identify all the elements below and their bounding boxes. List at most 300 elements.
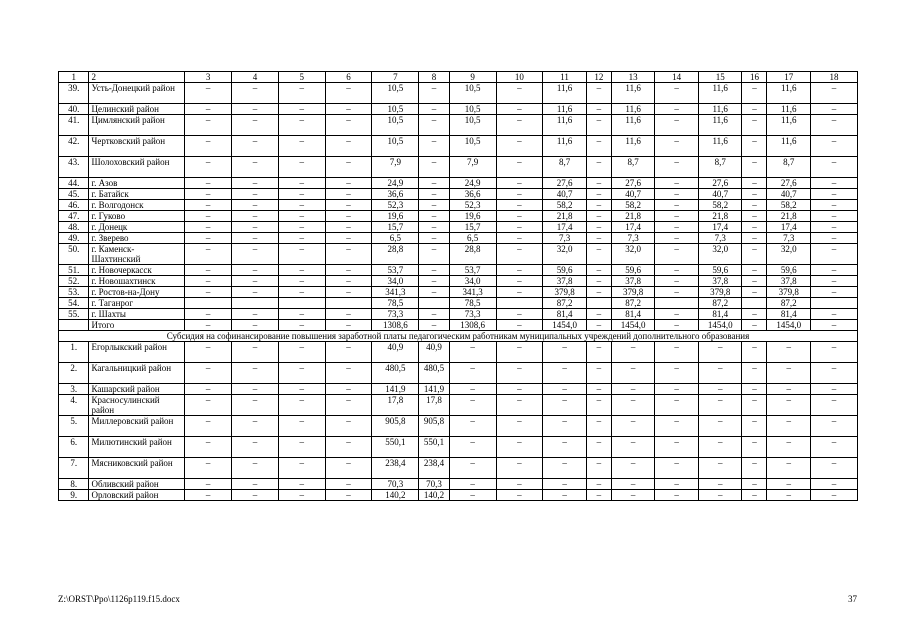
value-cell: 87,2 [698,298,742,309]
row-name-cell: г. Азов [89,178,185,189]
value-cell: – [278,342,325,363]
row-name-cell: Красносулинский район [89,395,185,416]
value-cell: – [185,83,232,104]
row-name-cell: Егорлыкский район [89,342,185,363]
value-cell [325,298,372,309]
value-cell: – [232,437,279,458]
row-number-cell: 42. [59,136,89,157]
value-cell: – [278,200,325,211]
value-cell: 1454,0 [611,320,655,331]
table-row [59,157,858,178]
value-cell: 70,3 [419,479,449,490]
value-cell: – [419,189,449,200]
value-cell: – [325,395,372,416]
value-cell: 7,3 [611,233,655,244]
table-row [59,384,858,395]
value-cell: 14 [655,72,699,83]
value-cell: – [811,104,858,115]
table-row [59,200,858,211]
value-cell: – [586,384,611,395]
value-cell: 87,2 [767,298,811,309]
value-cell: 11,6 [611,104,655,115]
value-cell: 52,3 [449,200,496,211]
value-cell: – [185,309,232,320]
value-cell: – [698,342,742,363]
value-cell [811,298,858,309]
value-cell: – [586,458,611,479]
value-cell: – [811,222,858,233]
value-cell: 11,6 [543,104,587,115]
value-cell: 21,8 [698,211,742,222]
value-cell: – [278,265,325,276]
value-cell: – [278,157,325,178]
value-cell: 7,9 [449,157,496,178]
value-cell: – [543,416,587,437]
value-cell: 15 [698,72,742,83]
row-number-cell: 40. [59,104,89,115]
value-cell: 27,6 [543,178,587,189]
row-name-cell: Шолоховский район [89,157,185,178]
row-number-cell: 46. [59,200,89,211]
value-cell: – [742,222,767,233]
value-cell: – [185,222,232,233]
value-cell: – [698,416,742,437]
row-number-cell: 55. [59,309,89,320]
value-cell: – [586,320,611,331]
value-cell: 10,5 [449,136,496,157]
value-cell: 11,6 [767,115,811,136]
value-cell: – [543,490,587,501]
value-cell: – [278,189,325,200]
table-row [59,244,858,265]
value-cell: 17,4 [611,222,655,233]
value-cell: – [325,416,372,437]
value-cell: – [742,437,767,458]
section-title: Субсидия на софинансирование повышения заработной платы педагогическим работникам муниципальных учреждений дополнительного образования [59,331,858,342]
value-cell: 21,8 [767,211,811,222]
value-cell: 53,7 [372,265,419,276]
value-cell: – [278,309,325,320]
value-cell: 87,2 [611,298,655,309]
value-cell: – [586,200,611,211]
value-cell: 11,6 [767,83,811,104]
value-cell: – [742,233,767,244]
value-cell: 17,8 [419,395,449,416]
value-cell: – [611,395,655,416]
value-cell: – [278,136,325,157]
value-cell: – [767,490,811,501]
row-number-cell: 44. [59,178,89,189]
value-cell: – [698,437,742,458]
value-cell: – [611,479,655,490]
value-cell: 341,3 [449,287,496,298]
row-number-cell: 1 [59,72,89,83]
value-cell: – [655,104,699,115]
value-cell: – [811,416,858,437]
value-cell: 6,5 [372,233,419,244]
value-cell: 18 [811,72,858,83]
row-number-cell: 3. [59,384,89,395]
value-cell: – [811,287,858,298]
value-cell: 11,6 [611,136,655,157]
value-cell: – [185,479,232,490]
value-cell: 27,6 [698,178,742,189]
value-cell: – [811,384,858,395]
value-cell: 15,7 [372,222,419,233]
value-cell: – [278,363,325,384]
value-cell: – [496,416,543,437]
value-cell: – [185,384,232,395]
value-cell: 11,6 [698,83,742,104]
value-cell [496,298,543,309]
value-cell: 19,6 [372,211,419,222]
value-cell: – [811,490,858,501]
value-cell: – [278,233,325,244]
value-cell: – [543,458,587,479]
value-cell: 140,2 [372,490,419,501]
value-cell: – [811,157,858,178]
value-cell: 21,8 [611,211,655,222]
table-row [59,178,858,189]
value-cell: – [232,320,279,331]
value-cell: – [278,276,325,287]
value-cell: 10,5 [372,83,419,104]
value-cell: – [655,458,699,479]
value-cell: 141,9 [372,384,419,395]
value-cell: – [655,384,699,395]
value-cell: – [419,157,449,178]
value-cell: 11,6 [698,115,742,136]
value-cell: – [185,287,232,298]
value-cell: – [325,309,372,320]
table-row [59,320,858,331]
value-cell: – [655,189,699,200]
value-cell: – [325,490,372,501]
value-cell: – [586,363,611,384]
value-cell: – [419,233,449,244]
value-cell: 7,9 [372,157,419,178]
value-cell: – [419,83,449,104]
section-title-row [59,331,858,342]
row-number-cell: 43. [59,157,89,178]
value-cell: 11,6 [767,104,811,115]
value-cell: – [767,479,811,490]
value-cell: – [611,363,655,384]
row-number-cell: 7. [59,458,89,479]
value-cell [419,298,449,309]
value-cell: 11,6 [543,83,587,104]
value-cell: – [325,222,372,233]
value-cell: – [655,437,699,458]
value-cell: – [543,437,587,458]
value-cell: – [742,244,767,265]
value-cell: 78,5 [372,298,419,309]
value-cell: 379,8 [698,287,742,298]
value-cell: – [278,395,325,416]
value-cell: – [586,157,611,178]
value-cell: – [655,157,699,178]
value-cell: – [278,104,325,115]
value-cell: – [655,244,699,265]
value-cell: – [185,490,232,501]
value-cell: – [611,437,655,458]
value-cell: – [655,416,699,437]
row-number-cell: 6. [59,437,89,458]
value-cell: – [586,233,611,244]
table-row [59,211,858,222]
value-cell: – [496,458,543,479]
value-cell: – [325,320,372,331]
value-cell: – [586,83,611,104]
value-cell: 7,3 [543,233,587,244]
value-cell: 7 [372,72,419,83]
value-cell: – [232,276,279,287]
value-cell: – [655,211,699,222]
value-cell: – [496,395,543,416]
value-cell: – [698,458,742,479]
value-cell: – [185,395,232,416]
table-row [59,363,858,384]
table-row [59,479,858,490]
value-cell: – [419,309,449,320]
value-cell: 36,6 [372,189,419,200]
value-cell: 24,9 [449,178,496,189]
value-cell: 8,7 [767,157,811,178]
row-name-cell: Милютинский район [89,437,185,458]
value-cell: – [655,222,699,233]
value-cell: – [232,416,279,437]
table-header-row [59,72,858,83]
value-cell: – [496,437,543,458]
value-cell: 78,5 [449,298,496,309]
value-cell: – [586,479,611,490]
value-cell: – [811,200,858,211]
row-number-cell: 8. [59,479,89,490]
value-cell: 15,7 [449,222,496,233]
value-cell: 58,2 [767,200,811,211]
row-number-cell: 9. [59,490,89,501]
value-cell: 40,7 [611,189,655,200]
value-cell: 52,3 [372,200,419,211]
value-cell: – [611,384,655,395]
row-name-cell: г. Гуково [89,211,185,222]
value-cell: – [742,287,767,298]
value-cell: 27,6 [767,178,811,189]
value-cell: – [232,211,279,222]
row-number-cell: 50. [59,244,89,265]
value-cell [742,298,767,309]
value-cell: – [811,178,858,189]
value-cell: – [325,233,372,244]
value-cell: – [325,244,372,265]
value-cell: – [232,104,279,115]
value-cell: 40,9 [372,342,419,363]
value-cell: – [449,395,496,416]
value-cell [185,298,232,309]
value-cell: – [742,363,767,384]
value-cell [655,298,699,309]
value-cell: – [325,178,372,189]
value-cell: 21,8 [543,211,587,222]
value-cell: 10,5 [449,104,496,115]
value-cell: – [278,437,325,458]
value-cell: – [742,265,767,276]
row-number-cell: 49. [59,233,89,244]
value-cell: – [586,189,611,200]
value-cell: 11,6 [698,136,742,157]
value-cell: – [811,276,858,287]
value-cell: 3 [185,72,232,83]
value-cell: 40,7 [698,189,742,200]
value-cell: – [278,384,325,395]
value-cell: – [543,384,587,395]
row-number-cell [59,320,89,331]
row-number-cell: 5. [59,416,89,437]
value-cell: – [586,342,611,363]
value-cell: – [496,83,543,104]
value-cell: – [278,320,325,331]
value-cell: – [586,490,611,501]
value-cell: – [449,490,496,501]
value-cell: 905,8 [419,416,449,437]
value-cell: 36,6 [449,189,496,200]
value-cell: – [611,458,655,479]
table-row [59,458,858,479]
value-cell: 53,7 [449,265,496,276]
value-cell: – [278,115,325,136]
value-cell: – [419,211,449,222]
value-cell: – [325,479,372,490]
value-cell: – [325,136,372,157]
row-name-cell: Цимлянский район [89,115,185,136]
value-cell: 24,9 [372,178,419,189]
value-cell: 238,4 [372,458,419,479]
value-cell: 32,0 [543,244,587,265]
value-cell: 59,6 [611,265,655,276]
value-cell: – [449,363,496,384]
value-cell: – [496,222,543,233]
value-cell: – [586,395,611,416]
table-row [59,437,858,458]
value-cell: – [278,178,325,189]
value-cell: – [586,222,611,233]
value-cell: – [767,342,811,363]
value-cell: – [655,276,699,287]
value-cell: – [742,157,767,178]
value-cell: 11,6 [698,104,742,115]
value-cell: 73,3 [449,309,496,320]
value-cell: – [655,265,699,276]
row-number-cell: 52. [59,276,89,287]
value-cell: 6,5 [449,233,496,244]
value-cell: – [742,490,767,501]
value-cell: 59,6 [767,265,811,276]
value-cell: 1454,0 [698,320,742,331]
value-cell: 6 [325,72,372,83]
row-name-cell: Мясниковский район [89,458,185,479]
row-name-cell: г. Донецк [89,222,185,233]
value-cell [232,298,279,309]
value-cell: 550,1 [372,437,419,458]
value-cell: 17,8 [372,395,419,416]
row-number-cell: 51. [59,265,89,276]
value-cell: – [586,437,611,458]
value-cell: – [325,211,372,222]
value-cell: 58,2 [543,200,587,211]
value-cell: 70,3 [372,479,419,490]
value-cell: – [325,115,372,136]
footer-file-path: Z:\ORST\Ppo\1126p119.f15.docx [58,594,180,604]
value-cell: – [185,244,232,265]
value-cell: – [586,309,611,320]
value-cell: 81,4 [698,309,742,320]
value-cell: – [496,157,543,178]
value-cell: – [185,233,232,244]
value-cell: – [496,211,543,222]
value-cell: – [586,416,611,437]
value-cell: – [185,189,232,200]
value-cell: – [586,244,611,265]
value-cell: – [496,178,543,189]
value-cell: – [742,178,767,189]
table-row [59,233,858,244]
value-cell: – [543,395,587,416]
value-cell: – [449,342,496,363]
value-cell [586,298,611,309]
value-cell: – [742,211,767,222]
value-cell: – [767,363,811,384]
value-cell: – [185,276,232,287]
value-cell: – [185,363,232,384]
table-row [59,189,858,200]
table-row [59,83,858,104]
row-number-cell: 45. [59,189,89,200]
value-cell: – [325,276,372,287]
value-cell: – [811,265,858,276]
row-number-cell: 1. [59,342,89,363]
value-cell: – [232,178,279,189]
value-cell: – [742,83,767,104]
value-cell: – [496,136,543,157]
value-cell: – [586,265,611,276]
row-name-cell: Обливский район [89,479,185,490]
value-cell: 1308,6 [372,320,419,331]
value-cell: – [232,222,279,233]
value-cell: 8,7 [698,157,742,178]
value-cell: – [232,395,279,416]
value-cell: – [232,342,279,363]
table-row [59,298,858,309]
value-cell: – [496,363,543,384]
value-cell: – [419,104,449,115]
row-number-cell: 53. [59,287,89,298]
value-cell: – [655,233,699,244]
value-cell: – [811,395,858,416]
value-cell: – [811,136,858,157]
table-row [59,136,858,157]
value-cell: – [655,287,699,298]
value-cell: 58,2 [698,200,742,211]
value-cell: – [325,265,372,276]
value-cell: – [496,479,543,490]
value-cell: – [586,178,611,189]
row-name-cell: г. Зверево [89,233,185,244]
value-cell: 10,5 [372,104,419,115]
table-row [59,342,858,363]
value-cell: – [742,276,767,287]
value-cell: – [496,287,543,298]
row-number-cell: 41. [59,115,89,136]
